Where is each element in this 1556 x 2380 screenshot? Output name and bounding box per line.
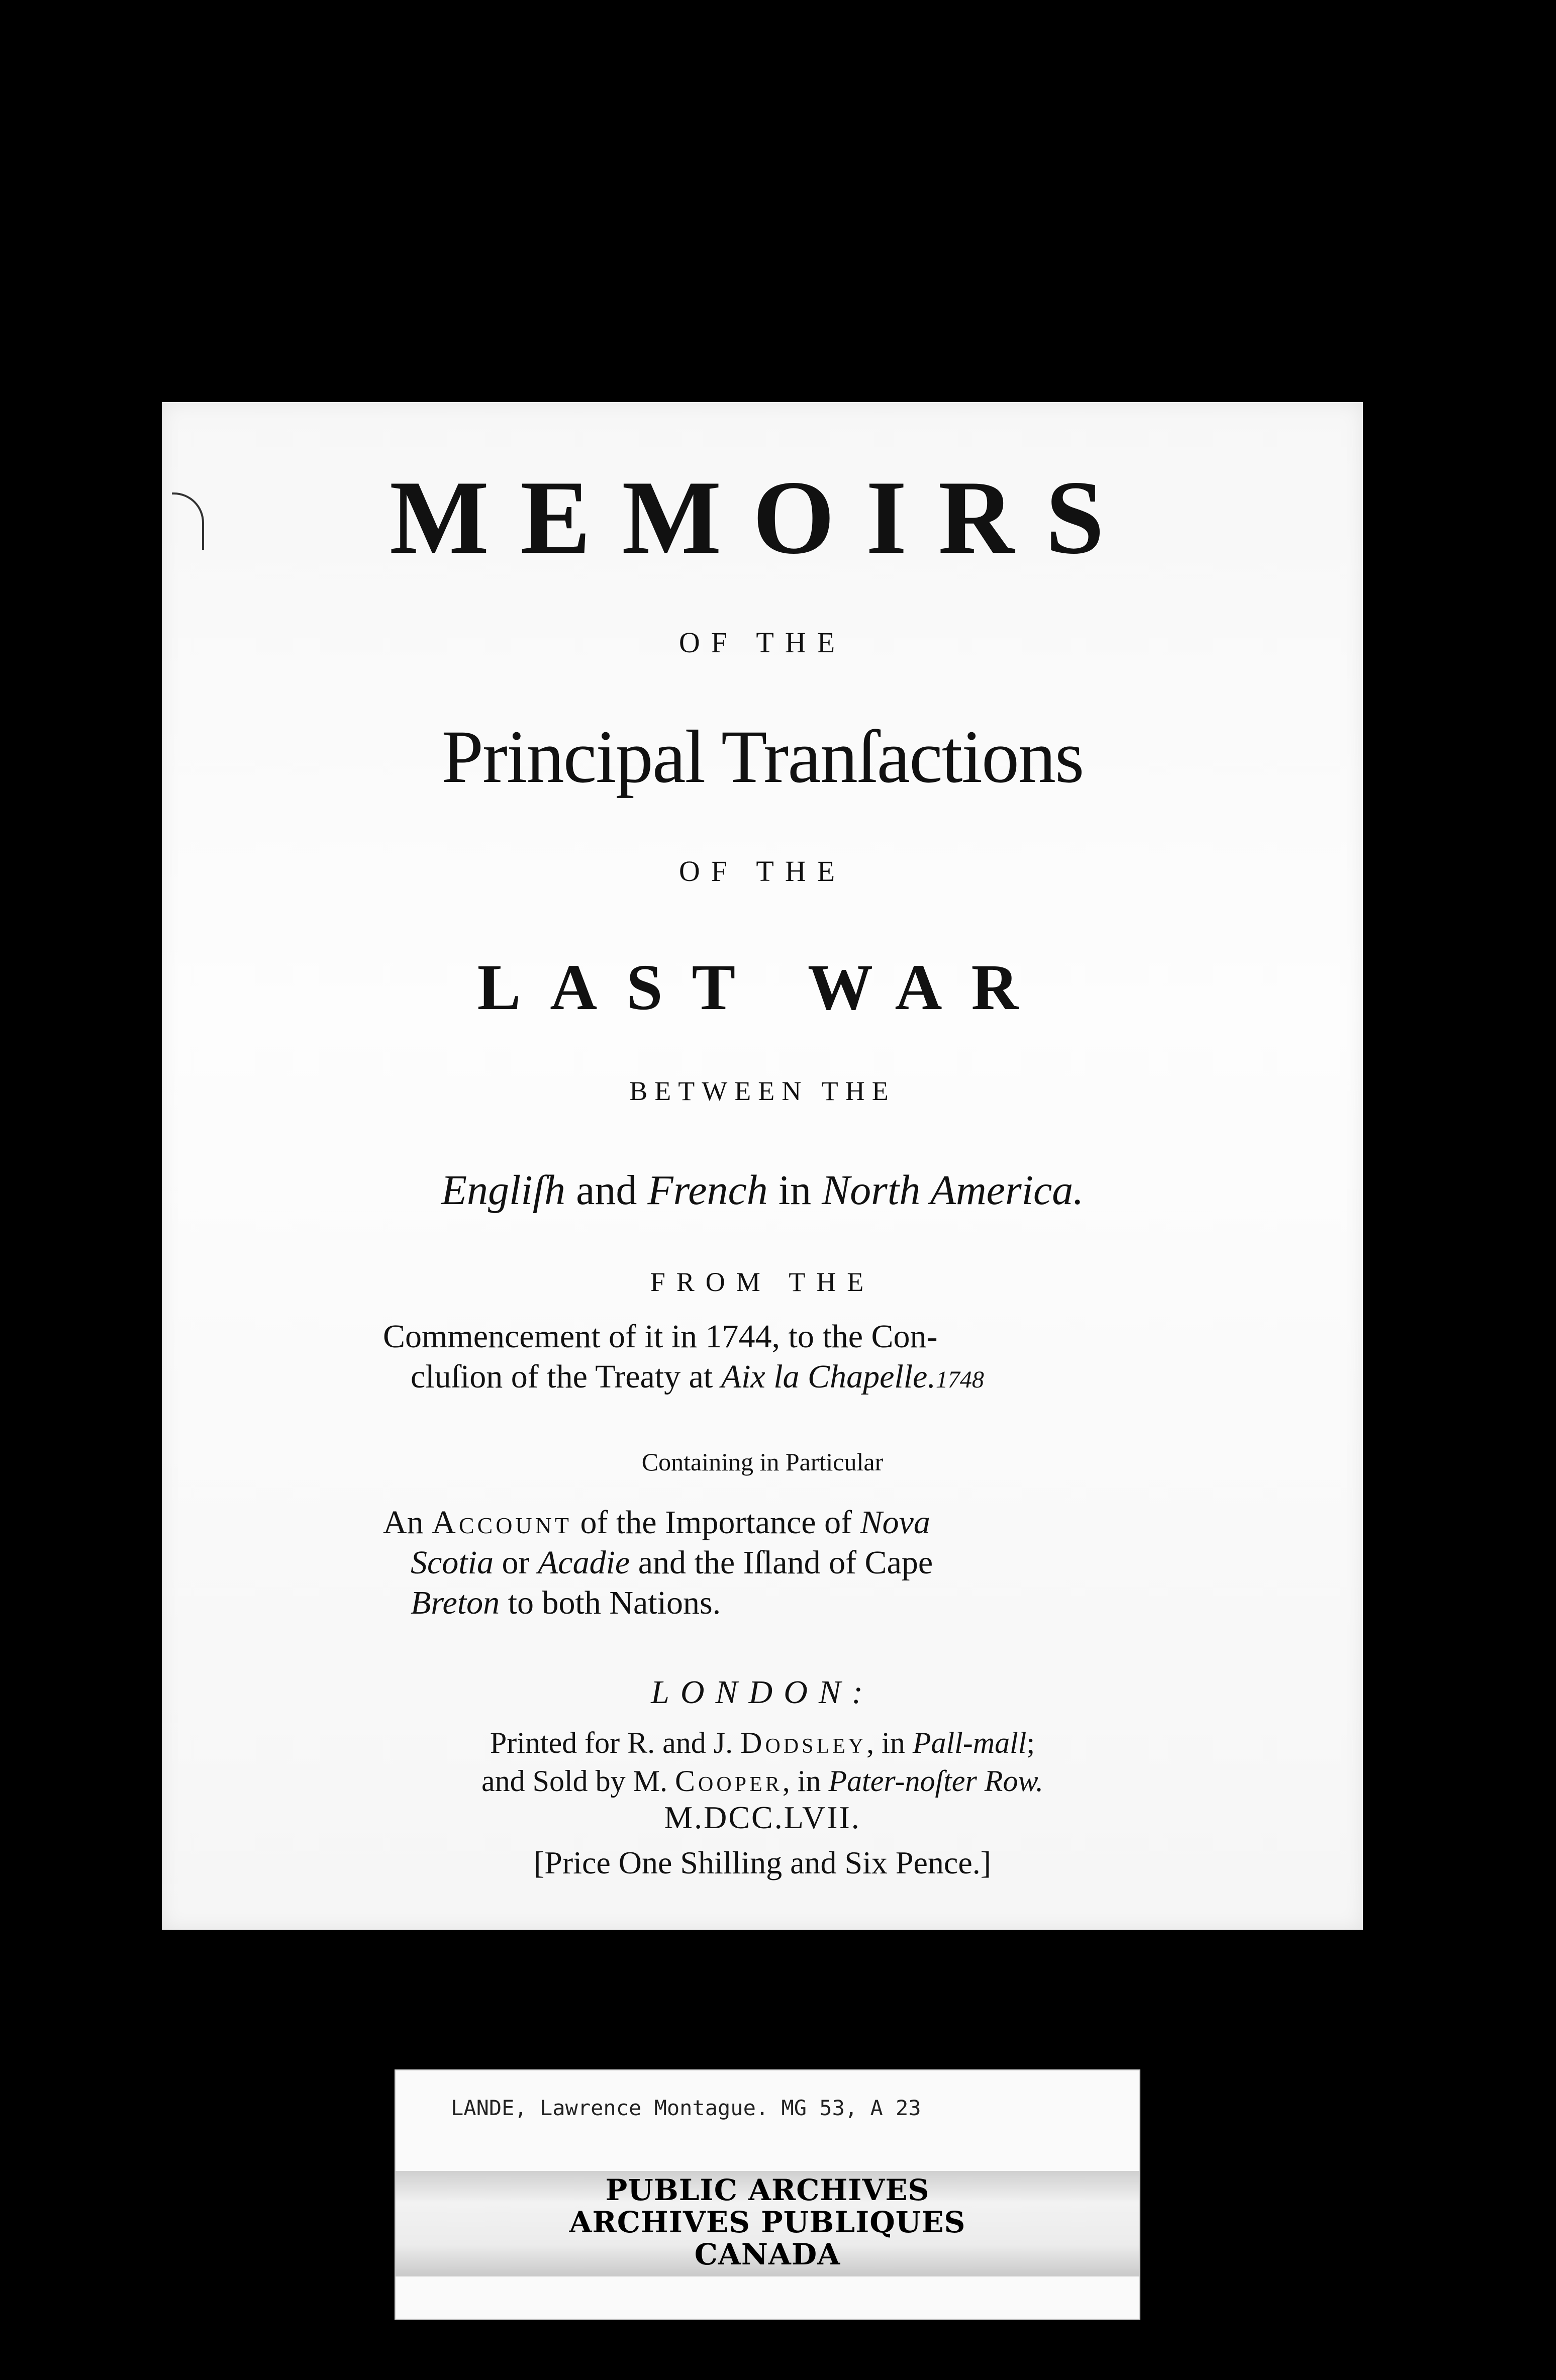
archive-label: [395, 2069, 1140, 2320]
cooper-name: Cooper: [675, 1764, 783, 1798]
commencement-line-1: Commencement of it in 1744, to the Con-: [383, 1318, 938, 1355]
place-word: North America.: [822, 1167, 1084, 1214]
commencement-paragraph: [383, 1317, 1112, 1400]
title-page: [162, 402, 1363, 1930]
of-the-2: OF THE: [678, 855, 846, 887]
or-word: or: [493, 1544, 538, 1581]
account-text-1: of the Importance of: [571, 1504, 860, 1541]
paternoster-row: Pater-noſter Row.: [828, 1764, 1044, 1798]
account-line-2: [383, 1543, 1112, 1583]
scotia-word: Scotia: [411, 1544, 494, 1581]
imprint: [162, 1724, 1363, 1800]
account-line-3: [383, 1583, 1112, 1623]
pall-mall: Pall-mall: [912, 1726, 1027, 1759]
imprint-in-1: , in: [866, 1726, 913, 1759]
english-word: Engliſh: [441, 1167, 566, 1214]
imprint-line-1: [162, 1724, 1363, 1762]
dodsley-name: Dodsley: [740, 1726, 867, 1759]
stamp-line-1: PUBLIC ARCHIVES: [605, 2173, 930, 2207]
french-word: French: [647, 1167, 768, 1214]
and-word: and: [565, 1167, 648, 1214]
in-word: in: [767, 1167, 822, 1214]
commencement-line-2: [383, 1357, 1112, 1400]
acadie-word: Acadie: [537, 1544, 630, 1581]
parties-line: [162, 1166, 1363, 1215]
imprint-line-2: [162, 1762, 1363, 1800]
containing-line: Containing in Particular: [641, 1448, 884, 1476]
archive-stamp: [396, 2171, 1139, 2276]
commencement-text: cluſion of the Treaty at: [411, 1358, 721, 1395]
publication-date: M.DCC.LVII.: [664, 1800, 861, 1835]
of-the-1: OF THE: [678, 626, 846, 659]
imprint-end-1: ;: [1026, 1726, 1035, 1759]
treaty-year: 1748: [935, 1366, 984, 1393]
london-line: LONDON:: [651, 1674, 874, 1711]
account-word: Account: [432, 1504, 572, 1541]
imprint-in-2: , in: [782, 1764, 829, 1798]
archive-reference: LANDE, Lawrence Montague. MG 53, A 23: [451, 2096, 921, 2120]
aix-la-chapelle: Aix la Chapelle.: [721, 1358, 936, 1395]
an-word: An: [383, 1504, 432, 1541]
from-the: FROM THE: [650, 1267, 875, 1297]
imprint-text-2: and Sold by M.: [481, 1764, 675, 1798]
account-text-2: and the Iſland of Cape: [630, 1544, 933, 1581]
subject-heading: Principal Tranſactions: [441, 715, 1084, 799]
stamp-line-2: ARCHIVES PUBLIQUES: [569, 2205, 966, 2239]
stamp-line-3: CANADA: [694, 2237, 841, 2271]
between-the: BETWEEN THE: [629, 1076, 896, 1106]
account-paragraph: [383, 1503, 1112, 1623]
title: MEMOIRS: [390, 459, 1135, 576]
nova-word: Nova: [860, 1504, 930, 1541]
breton-word: Breton: [411, 1584, 500, 1621]
account-text-3: to both Nations.: [500, 1584, 721, 1621]
imprint-text-1: Printed for R. and J.: [490, 1726, 741, 1759]
last-war-heading: LAST WAR: [477, 951, 1048, 1024]
price-line: [Price One Shilling and Six Pence.]: [533, 1845, 992, 1880]
